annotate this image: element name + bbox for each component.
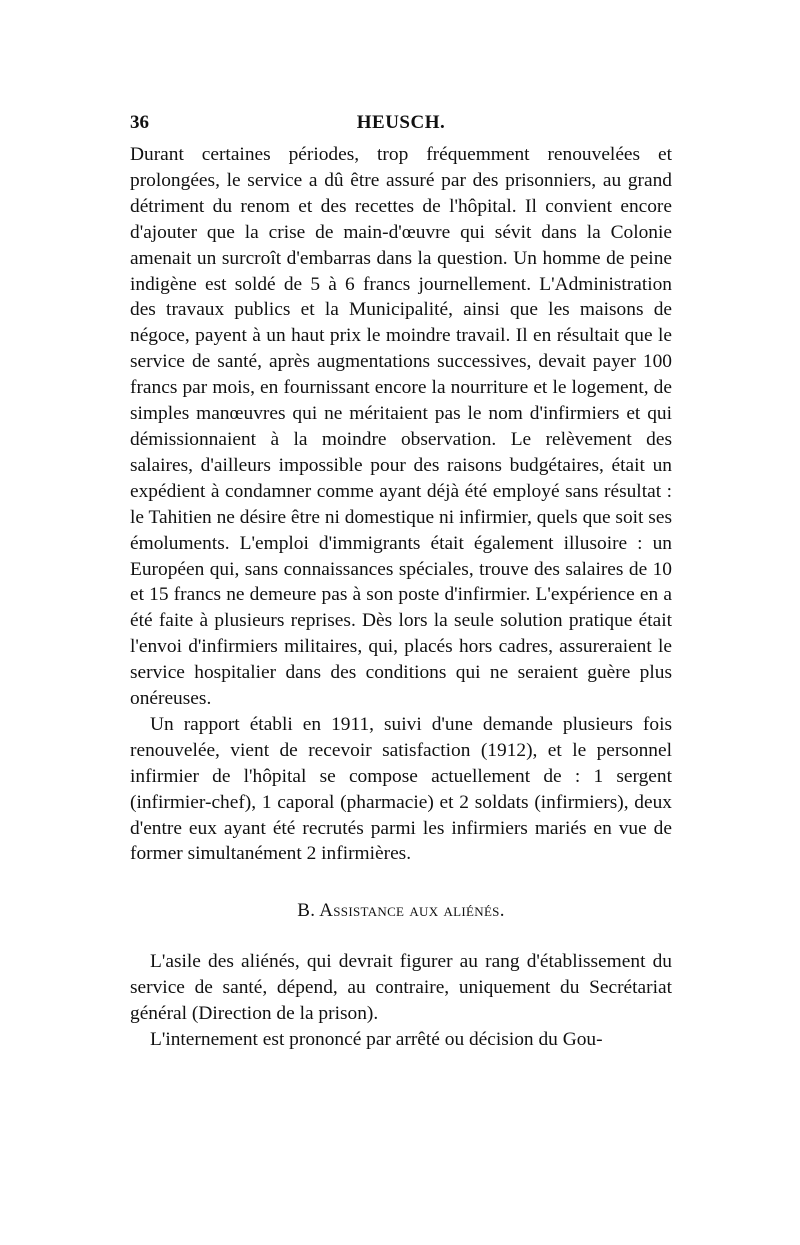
section-heading: B. Assistance aux aliénés.	[297, 900, 505, 922]
paragraph-internment: L'internement est prononcé par arrêté ou décision du Gou-	[150, 1029, 603, 1051]
book-page	[130, 112, 672, 1053]
paragraph-asylum: L'asile des aliénés, qui devrait figurer au rang d'établissement du service de santé, dépend, au contraire, uniquement du Secrétariat général (Direction de la prison).	[130, 951, 672, 1025]
paragraph-staffing-problems: Durant certaines périodes, trop fréquemment renouvelées et prolongées, le service a dû être assuré par des prisonniers, au grand détriment du renom et des recettes de l'hôpital. Il convient encore d'ajouter que la crise de main-d'œuvre qui sévit dans la Colonie amenait un surcroît d'embarras dans la question. Un homme de peine indigène est soldé de 5 à 6 francs journellement. L'Administration des travaux publics et la Municipalité, ainsi que les maisons de négoce, payent à un haut prix le moindre travail. Il en résultait que le service de santé, après augmentations successives, devait payer 100 francs par mois, en fournissant encore la nourriture et le logement, de simples manœuvres qui ne méritaient pas le nom d'infirmiers et qui démissionnaient à la moindre observation. Le relèvement des salaires, d'ailleurs impossible pour des raisons budgétaires, était un expédient à condamner comme ayant déjà été employé sans résultat : le Tahitien ne désire être ni domestique ni infirmier, quels que soit ses émoluments. L'emploi d'immigrants était également illusoire : un Européen qui, sans connaissances spéciales, trouve des salaires de 10 et 15 francs ne demeure pas à son poste d'infirmier. L'expérience en a été faite à plusieurs reprises. Dès lors la seule solution pratique était l'envoi d'infirmiers militaires, qui, placés hors cadres, assureraient le service hospitalier dans des conditions qui ne seraient guère plus onéreuses.	[130, 144, 672, 710]
page-number: 36	[130, 112, 149, 133]
running-head	[130, 112, 672, 142]
running-title: HEUSCH.	[356, 112, 446, 133]
paragraph-military-nurses: Un rapport établi en 1911, suivi d'une demande plusieurs fois renouvelée, vient de recevoir satisfaction (1912), et le personnel infirmier de l'hôpital se compose actuellement de : 1 sergent (infirmier-chef), 1 caporal (pharmacie) et 2 soldats (infirmiers), deux d'entre eux ayant été recrutés parmi les infirmiers mariés en vue de former simultanément 2 infirmières.	[130, 713, 672, 865]
